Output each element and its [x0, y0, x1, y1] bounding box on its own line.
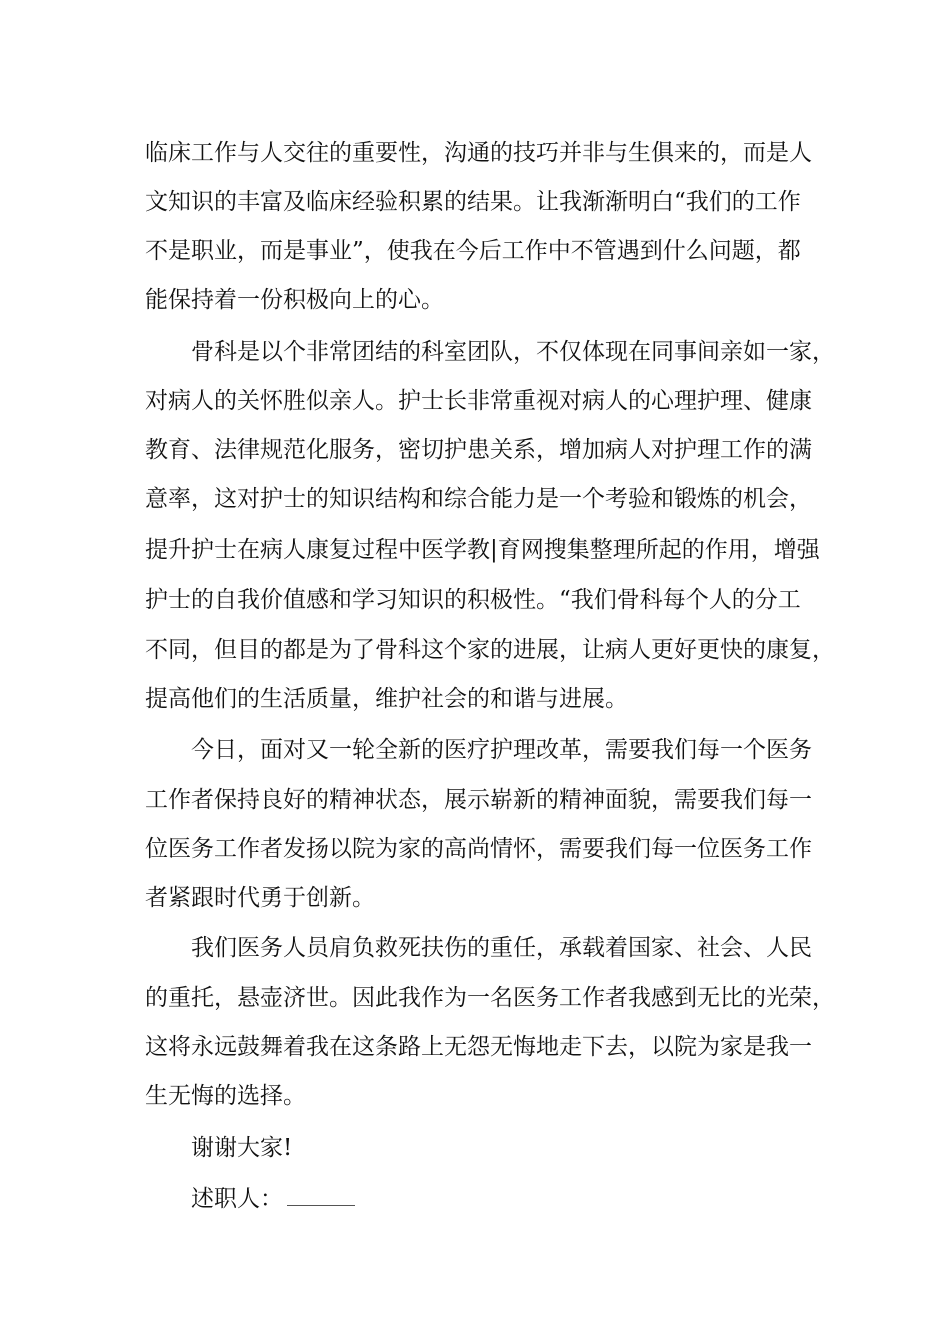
paragraph-2-line-2: 对病人的关怀胜似亲人。护士长非常重视对病人的心理护理、健康: [145, 388, 812, 414]
paragraph-2-line-3: 教育、法律规范化服务，密切护患关系，增加病人对护理工作的满: [145, 437, 812, 463]
paragraph-2-line-6: 护士的自我价值感和学习知识的积极性。“我们骨科每个人的分工: [145, 587, 801, 613]
paragraph-3-line-1: 今日，面对又一轮全新的医疗护理改革，需要我们每一个医务: [191, 737, 812, 763]
paragraph-2-line-8: 提高他们的生活质量，维护社会的和谐与进展。: [145, 686, 628, 712]
paragraph-4-line-1: 我们医务人员肩负救死扶伤的重任，承载着国家、社会、人民: [191, 935, 812, 961]
paragraph-3-line-2: 工作者保持良好的精神状态，展示崭新的精神面貌，需要我们每一: [145, 787, 812, 813]
paragraph-3-line-4: 者紧跟时代勇于创新。: [145, 885, 375, 911]
paragraph-4-line-3: 这将永远鼓舞着我在这条路上无怨无悔地走下去，以院为家是我一: [145, 1034, 812, 1060]
paragraph-4-line-4: 生无悔的选择。: [145, 1083, 306, 1109]
paragraph-4-line-2: 的重托，悬壶济世。因此我作为一名医务工作者我感到无比的光荣，: [145, 985, 835, 1011]
paragraph-2-line-7: 不同，但目的都是为了骨科这个家的进展，让病人更好更快的康复，: [145, 637, 835, 663]
signature-line: [191, 1183, 355, 1214]
signature-blank: [287, 1183, 355, 1206]
paragraph-1-line-4: 能保持着一份积极向上的心。: [145, 287, 444, 313]
paragraph-1-line-3: 不是职业，而是事业”，使我在今后工作中不管遇到什么问题，都: [145, 238, 801, 264]
paragraph-3-line-3: 位医务工作者发扬以院为家的高尚情怀，需要我们每一位医务工作: [145, 836, 812, 862]
paragraph-1-line-2: 文知识的丰富及临床经验积累的结果。让我渐渐明白“我们的工作: [145, 189, 801, 215]
signature-label: 述职人：: [191, 1186, 283, 1212]
paragraph-1-line-1: 临床工作与人交往的重要性，沟通的技巧并非与生俱来的，而是人: [145, 140, 812, 166]
closing-thanks: 谢谢大家!: [191, 1135, 293, 1161]
paragraph-2-line-4: 意率，这对护士的知识结构和综合能力是一个考验和锻炼的机会，: [145, 486, 812, 512]
paragraph-2-line-5: 提升护士在病人康复过程中医学教|育网搜集整理所起的作用，增强: [145, 537, 820, 563]
paragraph-2-line-1: 骨科是以个非常团结的科室团队，不仅体现在同事间亲如一家，: [191, 339, 835, 365]
